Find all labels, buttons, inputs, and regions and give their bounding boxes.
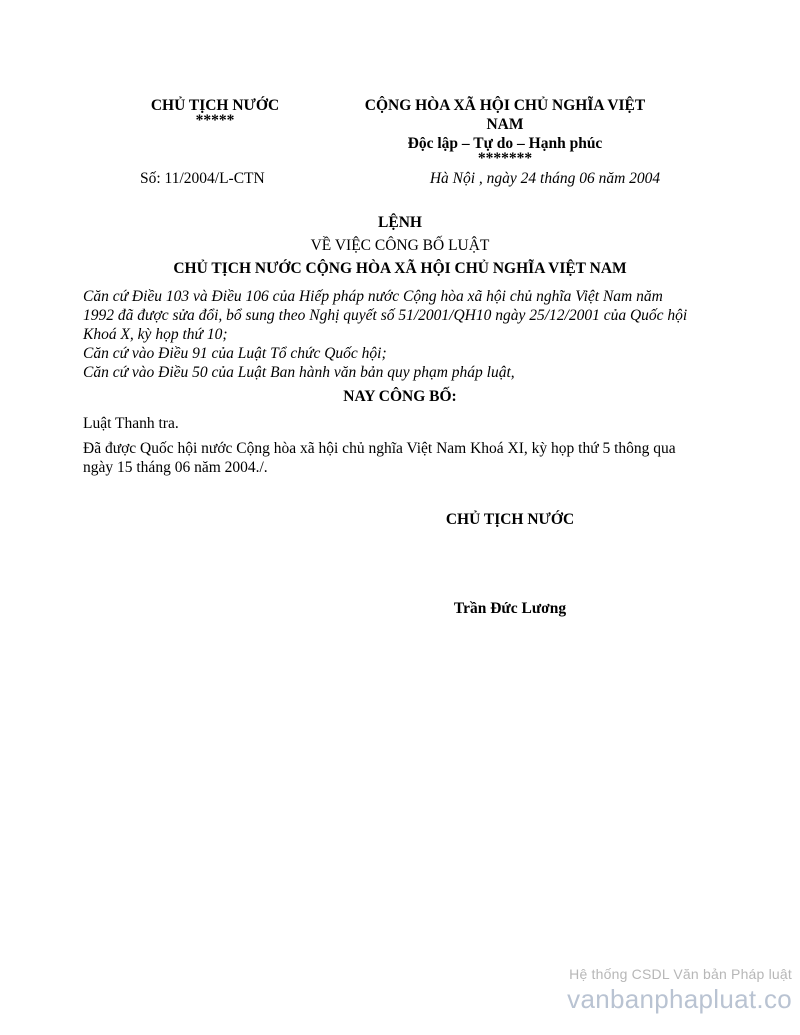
national-header [340, 96, 670, 165]
motto-stars: ******* [477, 150, 533, 167]
document-title [80, 213, 720, 282]
legal-basis-line: Căn cứ vào Điều 91 của Luật Tổ chức Quốc hội; [83, 345, 387, 362]
law-name: Luật Thanh tra. [83, 415, 179, 432]
watermark-line1: Hệ thống CSDL Văn bản Pháp luật [569, 966, 792, 982]
document-number: Số: 11/2004/L-CTN [140, 170, 265, 187]
legal-basis-line: Căn cứ Điều 103 và Điều 106 của Hiếp pháp nước Cộng hòa xã hội chủ nghĩa Việt Nam năm [83, 288, 663, 305]
national-motto: Độc lập – Tự do – Hạnh phúc [407, 135, 603, 152]
passed-statement-line: Đã được Quốc hội nước Cộng hòa xã hội chủ nghĩa Việt Nam Khoá XI, kỳ họp thứ 5 thông qua [83, 440, 676, 457]
signature-title: CHỦ TỊCH NƯỚC [445, 511, 575, 528]
issuing-authority: CHỦ TỊCH NƯỚC [150, 97, 280, 114]
document-type: LỆNH [378, 214, 422, 231]
document-subject: VỀ VIỆC CÔNG BỐ LUẬT [310, 237, 490, 254]
authority-stars: ***** [195, 112, 235, 129]
legal-basis-line: Căn cứ vào Điều 50 của Luật Ban hành văn bản quy phạm pháp luật, [83, 364, 515, 381]
issuing-authority-header [120, 96, 310, 127]
issuing-authority-full: CHỦ TỊCH NƯỚC CỘNG HÒA XÃ HỘI CHỦ NGHĨA VIỆT NAM [173, 260, 627, 277]
legal-basis-line: Khoá X, kỳ họp thứ 10; [83, 326, 228, 343]
legal-basis [83, 287, 720, 382]
passed-statement-line: ngày 15 tháng 06 năm 2004./. [83, 459, 268, 476]
country-name-line2: NAM [486, 116, 524, 133]
signer-name: Trần Đức Lương [453, 600, 567, 617]
document-body [83, 414, 720, 477]
legal-basis-line: 1992 đã được sửa đổi, bổ sung theo Nghị quyết số 51/2001/QH10 ngày 25/12/2001 của Quốc hội [83, 307, 688, 324]
watermark-site: vanbanphapluat.co [567, 984, 792, 1014]
country-name-line1: CỘNG HÒA XÃ HỘI CHỦ NGHĨA VIỆT [364, 97, 646, 114]
place-date: Hà Nội , ngày 24 tháng 06 năm 2004 [429, 170, 661, 187]
watermark [567, 965, 792, 1015]
proclamation-heading: NAY CÔNG BỐ: [343, 388, 457, 405]
